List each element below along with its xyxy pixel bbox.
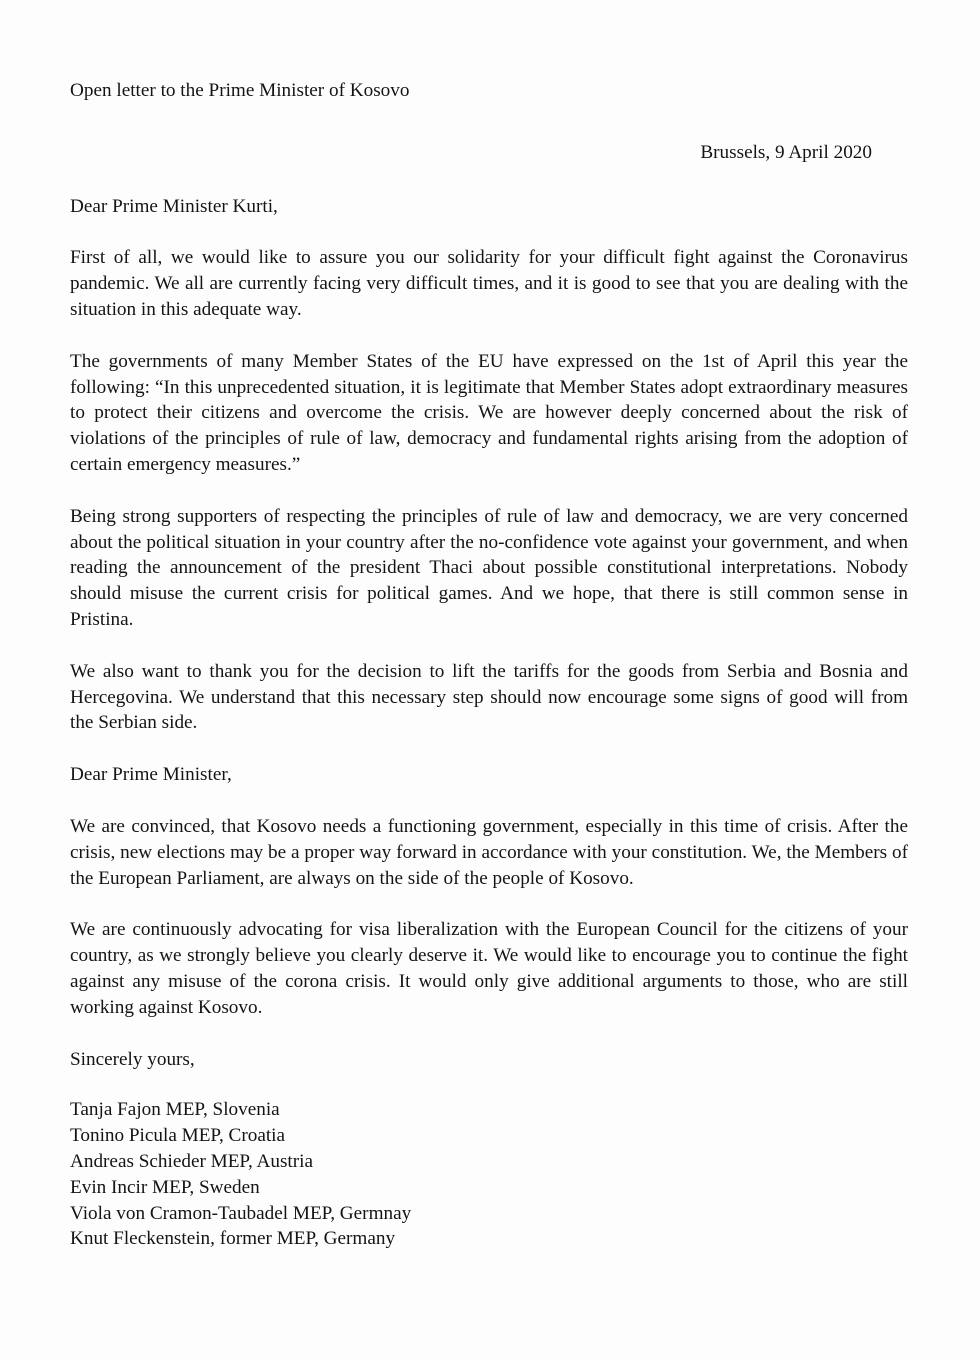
signatory: Tonino Picula MEP, Croatia xyxy=(70,1125,286,1147)
signatory: Andreas Schieder MEP, Austria xyxy=(70,1150,313,1172)
paragraph-visa-liberalization: We are continuously advocating for visa liberalization with the European Council for the citizens of your country, as we strongly believe you clearly deserve it. We would like to encourage you to continue the fight against any misuse of the corona crisis. It would only give additional arguments to those, who are still working against Kosovo. xyxy=(70,919,908,1018)
letter-body xyxy=(70,78,908,1252)
paragraph-member-states-quote: The governments of many Member States of the EU have expressed on the 1st of April this year the following: “In this unprecedented situation, it is legitimate that Member States adopt extraordinary measures to protect their citizens and overcome the crisis. We are however deeply concerned about the risk of violations of the principles of rule of law, democracy and fundamental rights arising from the adoption of certain emergency measures.” xyxy=(70,350,908,475)
signatory: Evin Incir MEP, Sweden xyxy=(70,1176,260,1198)
paragraph-solidarity: First of all, we would like to assure you our solidarity for your difficult fight against the Coronavirus pandemic. We all are currently facing very difficult times, and it is good to see that you are dealing with the situation in this adequate way. xyxy=(70,247,908,320)
signatory: Knut Fleckenstein, former MEP, Germany xyxy=(70,1228,396,1250)
signatory: Tanja Fajon MEP, Slovenia xyxy=(70,1099,280,1121)
paragraph-functioning-government: We are convinced, that Kosovo needs a functioning government, especially in this time of crisis. After the crisis, new elections may be a proper way forward in accordance with your constitution. We, the Members of the European Parliament, are always on the side of the people of Kosovo. xyxy=(70,815,908,889)
signatory: Viola von Cramon-Taubadel MEP, Germnay xyxy=(70,1202,412,1224)
paragraph-tariffs: We also want to thank you for the decision to lift the tariffs for the goods from Serbia and Bosnia and Hercegovina. We understand that this necessary step should now encourage some signs of good will from the Serbian side. xyxy=(70,660,908,734)
signatory-list xyxy=(70,1097,908,1252)
paragraph-political-situation: Being strong supporters of respecting the principles of rule of law and democracy, we are very concerned about the political situation in your country after the no-confidence vote against your government, and when reading the announcement of the president Thaci about possible constitutional interpretations. Nobody should misuse the current crisis for political games. And we hope, that there is still common sense in Pristina. xyxy=(70,505,908,630)
letter-closing: Sincerely yours, xyxy=(70,1048,195,1070)
letter-second-salutation: Dear Prime Minister, xyxy=(70,764,232,786)
letter-heading: Open letter to the Prime Minister of Kosovo xyxy=(70,80,410,101)
letter-salutation: Dear Prime Minister Kurti, xyxy=(70,195,278,217)
letter-dateline: Brussels, 9 April 2020 xyxy=(700,141,872,163)
